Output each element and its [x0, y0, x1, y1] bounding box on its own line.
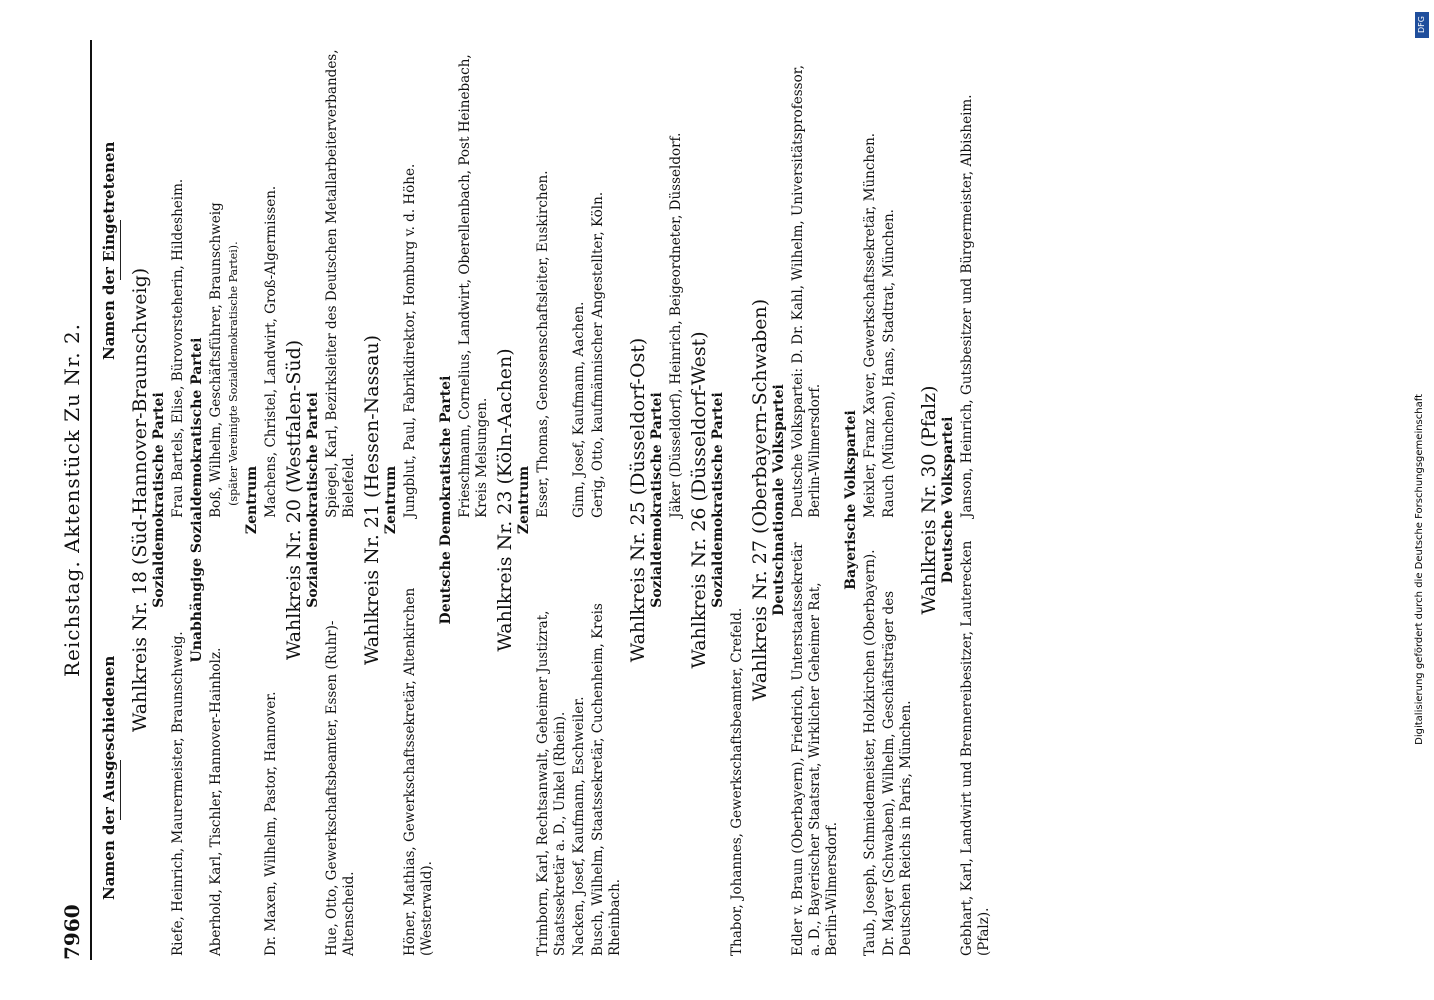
column-heading-left: Namen der Ausgeschiedenen [100, 655, 118, 900]
dfg-logo: DFG [1415, 12, 1429, 38]
entered-member: Janson, Heinrich, Gutsbesitzer und Bürgermeister, Albisheim. [959, 94, 975, 518]
party-heading: Sozialdemokratische Partei [710, 392, 726, 608]
departed-member: Gebhart, Karl, Landwirt und Brennereibesitzer, Lauterecken (Pfalz). [959, 540, 992, 956]
departed-member: Höner, Mathias, Gewerkschaftssekretär, Altenkirchen (Westerwald). [402, 587, 435, 956]
entered-member: Deutsche Volkspartei: D. Dr. Kahl, Wilhelm, Universitätsprofessor, Berlin-Wilmersdorf. [790, 65, 823, 518]
departed-member: Dr. Mayer (Schwaben), Wilhelm, Geschäftsträger des Deutschen Reichs in Paris, München. [881, 590, 914, 956]
departed-member: Thabor, Johannes, Gewerkschaftsbeamter, Crefeld. [729, 607, 745, 956]
district-heading: Wahlkreis Nr. 25 (Düsseldorf-Ost) [627, 337, 649, 663]
departed-member: Aberhold, Karl, Tischler, Hannover-Hainholz. [208, 647, 224, 956]
departed-member: Edler v. Braun (Oberbayern), Friedrich, Unterstaatssekretär a. D., Bayerischer Staatsrat, Wirklicher Geheimer Rat, Berlin-Wilmersdorf. [790, 542, 840, 956]
entered-member: Jäker (Düsseldorf), Heinrich, Beigeordneter, Düsseldorf. [668, 132, 684, 518]
party-heading: Bayerische Volkspartei [843, 410, 859, 590]
entered-member: Meixler, Franz Xaver, Gewerkschaftssekretär, München. [862, 132, 878, 518]
district-heading: Wahlkreis Nr. 27 (Oberbayern-Schwaben) [749, 298, 771, 702]
column-heading-right: Namen der Eingetretenen [100, 141, 118, 360]
district-heading: Wahlkreis Nr. 23 (Köln-Aachen) [494, 348, 516, 652]
district-heading: Wahlkreis Nr. 20 (Westfalen-Süd) [283, 339, 305, 661]
entered-member: Jungblut, Paul, Fabrikdirektor, Homburg v. d. Höhe. [402, 163, 418, 518]
member-row [571, 40, 588, 960]
member-row [590, 40, 624, 960]
page-number: 7960 [60, 904, 84, 960]
party-heading: Sozialdemokratische Partei [649, 392, 665, 608]
party-heading: Deutsche Demokratische Partei [438, 375, 454, 625]
departed-member: Hue, Otto, Gewerkschaftsbeamter, Essen (Ruhr)-Altenscheid. [324, 620, 357, 956]
member-row [402, 40, 436, 960]
member-row [862, 40, 879, 960]
party-heading: Zentrum [516, 465, 532, 535]
district-heading: Wahlkreis Nr. 26 (Düsseldorf-West) [688, 331, 710, 669]
heading-underline-right [120, 220, 121, 280]
header-title: Reichstag. Aktenstück Zu Nr. 2. [60, 322, 84, 678]
departed-member [668, 538, 685, 960]
member-row [457, 40, 491, 960]
party-heading: Deutschnationale Volkspartei [771, 384, 787, 616]
entered-member: Machens, Christel, Landwirt, Groß-Algermissen. [263, 185, 279, 518]
departed-member: Trimborn, Karl, Rechtsanwalt, Geheimer Justizrat, Staatssekretär a. D., Unkel (Rhein). [535, 610, 568, 956]
entered-member: Frau Bartels, Elise, Bürovorsteherin, Hildesheim. [170, 178, 186, 518]
party-heading: Sozialdemokratische Partei [305, 392, 321, 608]
member-row [170, 40, 187, 960]
member-row [208, 40, 242, 960]
district-heading: Wahlkreis Nr. 18 (Süd-Hannover-Braunschweig) [129, 267, 151, 733]
member-row [790, 40, 841, 960]
digitization-credit: Digitalisierung gefördert durch die Deutsche Forschungsgemeinschaft [1414, 394, 1425, 745]
party-heading: Unabhängige Sozialdemokratische Partei [189, 337, 205, 663]
party-heading: Zentrum [244, 465, 260, 535]
party-heading: Sozialdemokratische Partei [151, 392, 167, 608]
departed-member: Riefe, Heinrich, Maurermeister, Braunschweig. [170, 631, 186, 956]
entered-member: Frieschmann, Cornelius, Landwirt, Oberellenbach, Post Heinebach, Kreis Melsungen. [457, 54, 490, 518]
departed-member [457, 538, 491, 960]
entered-member: Esser, Thomas, Genossenschaftsleiter, Euskirchen. [535, 170, 551, 518]
member-row [881, 40, 915, 960]
member-note: (später Vereinigte Sozialdemokratische Partei). [227, 241, 240, 506]
entered-member: Gerig, Otto, kaufmännischer Angestellter, Köln. [590, 191, 606, 518]
party-heading: Zentrum [383, 465, 399, 535]
entered-member: Spiegel, Karl, Bezirksleiter des Deutschen Metallarbeiterverbandes, Bielefeld. [324, 49, 357, 518]
roster-body [126, 40, 995, 960]
departed-member: Taub, Joseph, Schmiedemeister, Holzkirchen (Oberbayern). [862, 549, 878, 956]
party-heading: Deutsche Volkspartei [940, 416, 956, 584]
entered-member: Rauch (München), Hans, Stadtrat, München. [881, 209, 897, 518]
rotated-document [60, 40, 1390, 960]
member-row [535, 40, 569, 960]
header-rule [90, 40, 92, 960]
departed-member: Busch, Wilhelm, Staatssekretär, Cuchenheim, Kreis Rheinbach. [590, 603, 623, 956]
member-row [263, 40, 280, 960]
heading-underline-left [120, 760, 121, 820]
digitization-sidebar [1412, 4, 1432, 996]
member-row [729, 40, 746, 960]
member-row [324, 40, 358, 960]
page-header [60, 40, 90, 960]
entered-member: Ginn, Josef, Kaufmann, Aachen. [571, 301, 587, 518]
district-heading: Wahlkreis Nr. 30 (Pfalz) [918, 385, 940, 615]
member-row [959, 40, 993, 960]
district-heading: Wahlkreis Nr. 21 (Hessen-Nassau) [361, 334, 383, 666]
member-row [668, 40, 685, 960]
entered-member: Boß, Wilhelm, Geschäftsführer, Braunschweig [208, 202, 224, 518]
departed-member: Nacken, Josef, Kaufmann, Eschweiler. [571, 696, 587, 956]
departed-member: Dr. Maxen, Wilhelm, Pastor, Hannover. [263, 691, 279, 956]
